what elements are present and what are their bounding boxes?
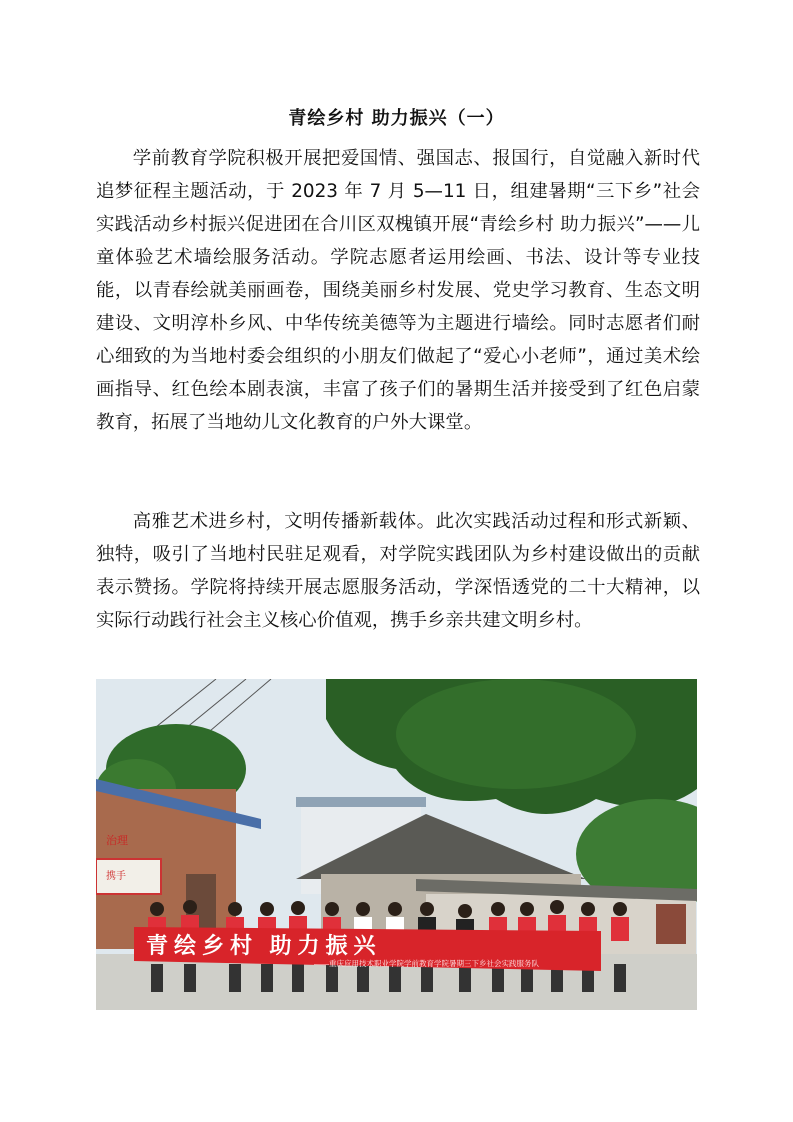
- group-photo: [96, 679, 697, 1010]
- wall-sign-2: 携手: [106, 871, 126, 882]
- paragraph-1-text: 学前教育学院积极开展把爱国情、强国志、报国行，自觉融入新时代追梦征程主题活动，于 2023 年 7 月 5—11 日，组建暑期“三下乡”社会实践活动乡村振兴促进团在合川区双槐镇开展“青绘乡村 助力振兴”——儿童体验艺术墙绘服务活动。学院志愿者运用绘画、书法、设计等专业技能，以青春绘就美丽画卷，围绕美丽乡村发展、党史学习教育、生态文明建设、文明淳朴乡风、中华传统美德等为主题进行墙绘。同时志愿者们耐心细致的为当地村委会组织的小朋友们做起了“爱心小老师”，通过美术绘画指导、红色绘本剧表演，丰富了孩子们的暑期生活并接受到了红色启蒙教育，拓展了当地幼儿文化教育的户外大课堂。: [96, 148, 700, 433]
- paragraph-2-text: 高雅艺术进乡村，文明传播新载体。此次实践活动过程和形式新颖、独特，吸引了当地村民驻足观看，对学院实践团队为乡村建设做出的贡献表示赞扬。学院将持续开展志愿服务活动，学深悟透党的二十大精神，以实际行动践行社会主义核心价值观，携手乡亲共建文明乡村。: [96, 511, 700, 631]
- wall-sign-1: 治理: [106, 835, 128, 847]
- banner-main-text: 青绘乡村 助力振兴: [146, 933, 382, 958]
- page-title: 青绘乡村 助力振兴（一）: [288, 108, 505, 129]
- group-photo-illustration: [96, 679, 697, 1010]
- paragraph-1: [96, 142, 700, 439]
- paragraph-2: [96, 505, 700, 637]
- banner-sub-text: ——重庆应用技术职业学院学前教育学院暑期三下乡社会实践服务队: [314, 959, 539, 968]
